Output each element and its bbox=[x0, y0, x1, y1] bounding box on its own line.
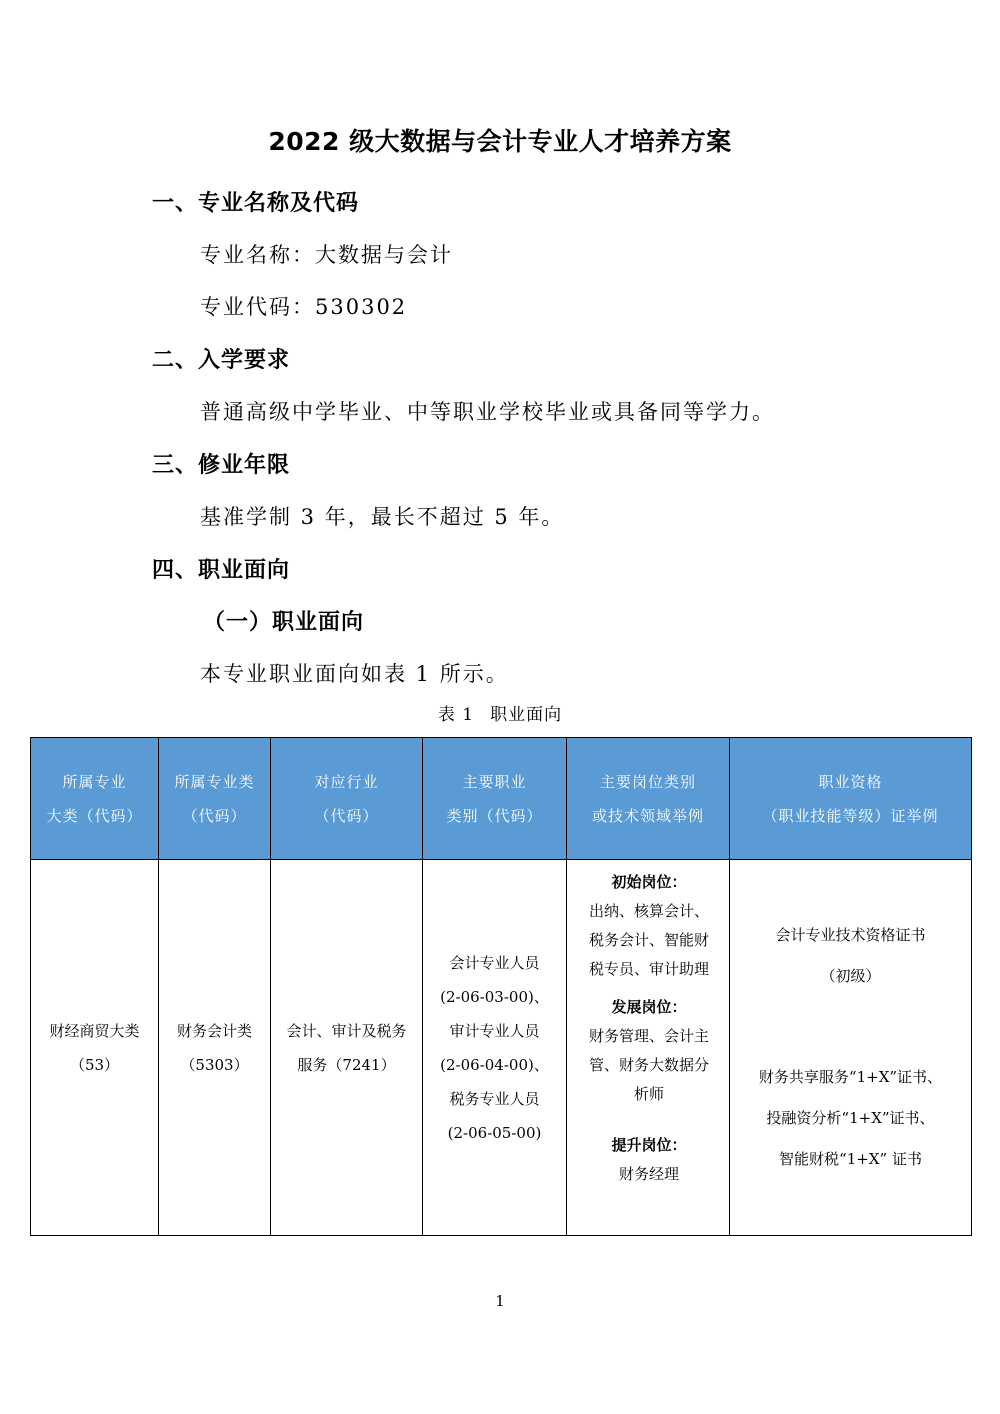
header-class: 所属专业类 （代码） bbox=[159, 738, 271, 860]
duration-text: 基准学制 3 年，最长不超过 5 年。 bbox=[200, 505, 565, 529]
admission-text: 普通高级中学毕业、中等职业学校毕业或具备同等学力。 bbox=[200, 400, 775, 424]
major-name-text: 专业名称：大数据与会计 bbox=[200, 243, 453, 267]
header-industry: 对应行业 （代码） bbox=[271, 738, 423, 860]
cell-occupations: 会计专业人员 (2-06-03-00)、 审计专业人员 (2-06-04-00)、 税务专业人员 (2-06-05-00) bbox=[423, 860, 567, 1236]
primary-certificate: 会计专业技术资格证书 （初级） bbox=[775, 926, 926, 985]
cell-posts bbox=[567, 860, 730, 1236]
header-category: 所属专业 大类（代码） bbox=[31, 738, 159, 860]
career-table bbox=[30, 737, 972, 1236]
table-header-row bbox=[31, 738, 972, 860]
section-2-heading: 二、入学要求 bbox=[152, 348, 291, 373]
x-certificates: 财务共享服务“1+X”证书、 投融资分析“1+X”证书、 智能财税“1+X” 证书 bbox=[758, 1068, 943, 1168]
section-4-subheading: （一）职业面向 bbox=[203, 610, 365, 635]
header-occupation: 主要职业 类别（代码） bbox=[423, 738, 567, 860]
cell-category: 财经商贸大类 （53） bbox=[31, 860, 159, 1236]
post-group-promote: 提升岗位： 财务经理 bbox=[611, 1136, 687, 1183]
table-caption-number: 表 1 bbox=[437, 705, 475, 725]
section-4-heading: 四、职业面向 bbox=[152, 558, 291, 583]
cell-certificates bbox=[730, 860, 972, 1236]
section-1-heading: 一、专业名称及代码 bbox=[152, 191, 360, 216]
header-certificates: 职业资格 （职业技能等级）证举例 bbox=[730, 738, 972, 860]
header-posts: 主要岗位类别 或技术领域举例 bbox=[567, 738, 730, 860]
cell-industry: 会计、审计及税务 服务（7241） bbox=[271, 860, 423, 1236]
post-group-initial: 初始岗位： 出纳、核算会计、 税务会计、智能财 税专员、审计助理 bbox=[588, 873, 709, 978]
document-title: 2022 级大数据与会计专业人才培养方案 bbox=[268, 127, 732, 156]
page-number: 1 bbox=[495, 1292, 505, 1310]
table-caption bbox=[0, 700, 1000, 725]
table-caption-title: 职业面向 bbox=[490, 705, 563, 725]
table-row bbox=[31, 860, 972, 1236]
section-3-heading: 三、修业年限 bbox=[152, 453, 291, 478]
major-code-text: 专业代码：530302 bbox=[200, 295, 408, 319]
cell-class: 财务会计类 （5303） bbox=[159, 860, 271, 1236]
table-intro-text: 本专业职业面向如表 1 所示。 bbox=[200, 662, 509, 686]
post-group-develop: 发展岗位： 财务管理、会计主 管、财务大数据分 析师 bbox=[588, 998, 709, 1103]
